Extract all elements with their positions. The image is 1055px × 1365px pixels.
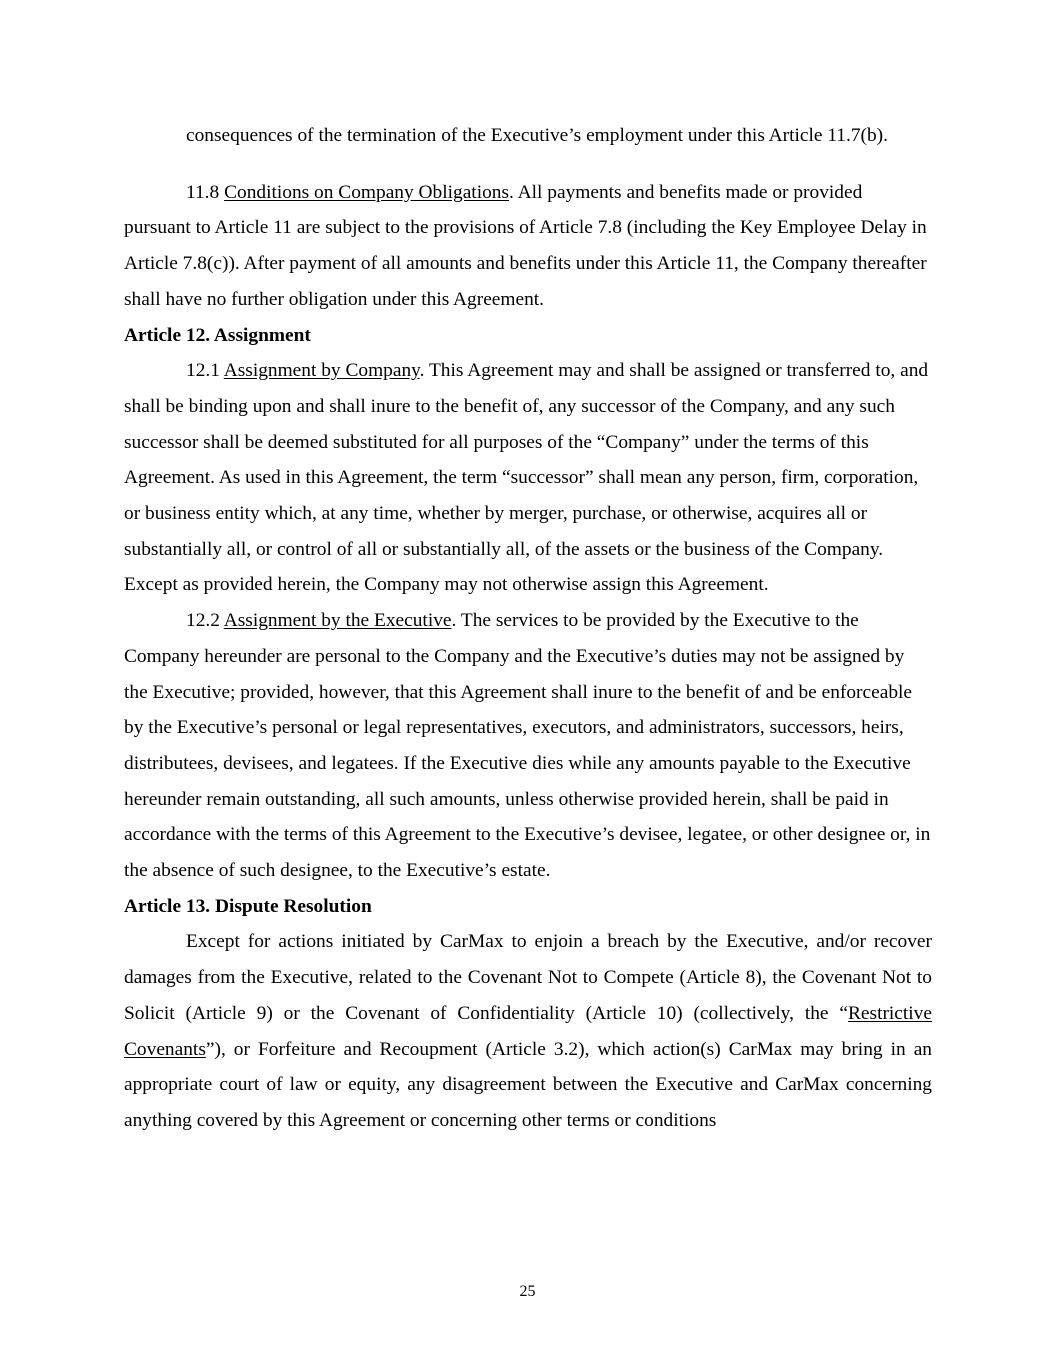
section-12-2-title: Assignment by the Executive bbox=[223, 610, 452, 632]
section-12-2-number: 12.2 bbox=[186, 610, 220, 632]
page-number: 25 bbox=[519, 1283, 536, 1300]
section-11-8-paragraph bbox=[124, 175, 932, 318]
section-12-1-paragraph bbox=[124, 353, 932, 603]
article-12-heading: Article 12. Assignment bbox=[124, 324, 311, 346]
section-12-1-title: Assignment by Company bbox=[223, 360, 420, 382]
section-12-2-paragraph bbox=[124, 603, 932, 889]
section-11-8-body: . All payments and benefits made or provided pursuant to Article 11 are subject to the provisions of Article 7.8 (including the Key Employee Delay in Article 7.8(c)). After payment of all amounts and benefits under this Article 11, the Company thereafter shall have no further obligation under this Agreement. bbox=[124, 181, 927, 310]
continuation-paragraph: consequences of the termination of the Executive’s employment under this Article 11.7(b). bbox=[186, 125, 888, 146]
section-12-1-body: . This Agreement may and shall be assigned or transferred to, and shall be binding upon and shall inure to the benefit of, any successor of the Company, and any such successor shall be deemed substituted for all purposes of the “Company” under the terms of this Agreement. As used in this Agreement, the term “successor” shall mean any person, firm, corporation, or business entity which, at any time, whether by merger, purchase, or otherwise, acquires all or substantially all, or control of all or substantially all, of the assets or the business of the Company. Except as provided herein, the Company may not otherwise assign this Agreement. bbox=[124, 360, 929, 596]
article-13-body-before: Except for actions initiated by CarMax to enjoin a breach by the Executive, and/or recover damages from the Executive, related to the Covenant Not to Compete (Article 8), the Covenant Not to Solicit (Article 9) or the Covenant of Confidentiality (Article 10) (collectively, the “ bbox=[124, 931, 932, 1024]
section-12-1-number: 12.1 bbox=[186, 360, 220, 382]
document-page bbox=[124, 118, 932, 1139]
article-13-body-after: ”), or Forfeiture and Recoupment (Article 3.2), which action(s) CarMax may bring in an appropriate court of law or equity, any disagreement between the Executive and CarMax concerning anything covered by this Agreement or concerning other terms or conditions bbox=[124, 1038, 932, 1131]
article-13-paragraph bbox=[124, 924, 932, 1138]
section-12-2-body: . The services to be provided by the Executive to the Company hereunder are personal to the Company and the Executive’s duties may not be assigned by the Executive; provided, however, that this Agreement shall inure to the benefit of and be enforceable by the Executive’s personal or legal representatives, executors, and administrators, successors, heirs, distributees, devisees, and legatees. If the Executive dies while any amounts payable to the Executive hereunder remain outstanding, all such amounts, unless otherwise provided herein, shall be paid in accordance with the terms of this Agreement to the Executive’s devisee, legatee, or other designee or, in the absence of such designee, to the Executive’s estate. bbox=[124, 610, 931, 882]
defined-term-restrictive-covenants: Restrictive Covenants bbox=[124, 1002, 932, 1060]
article-13-heading: Article 13. Dispute Resolution bbox=[124, 895, 372, 917]
section-11-8-number: 11.8 bbox=[186, 181, 220, 203]
section-11-8-title: Conditions on Company Obligations bbox=[224, 181, 510, 203]
